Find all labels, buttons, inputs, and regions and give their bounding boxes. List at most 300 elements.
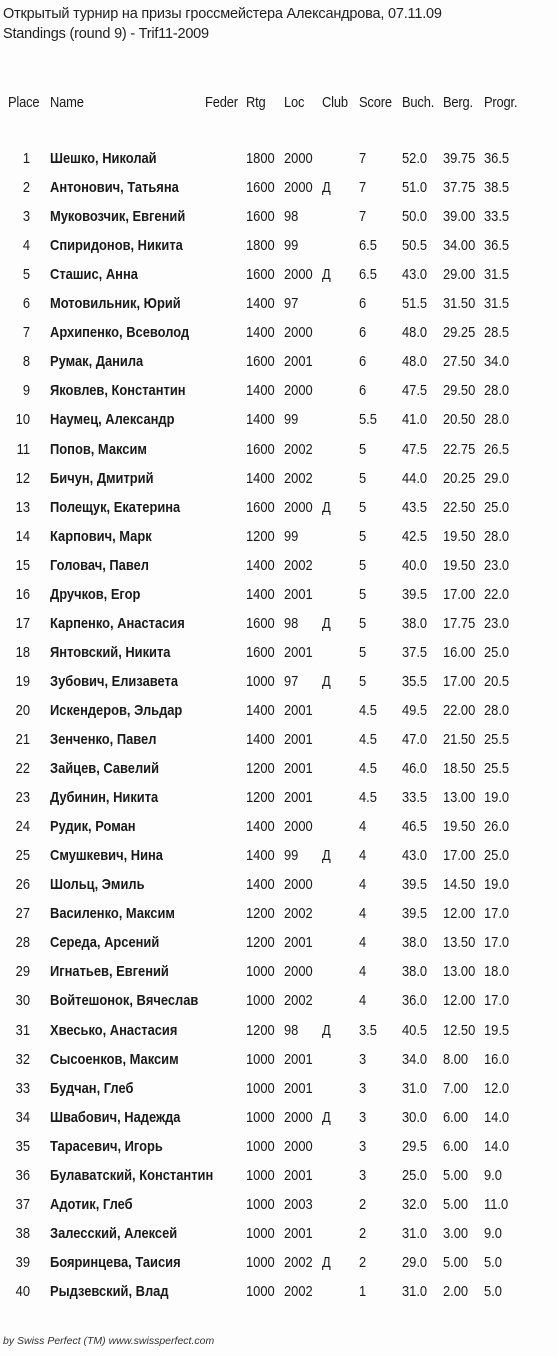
cell-name: Залесский, Алексей	[50, 1225, 178, 1242]
cell-progr: 25.0	[484, 847, 510, 864]
cell-score: 6	[359, 295, 367, 312]
cell-score: 3	[359, 1167, 367, 1184]
col-header-place: Place	[8, 94, 40, 111]
cell-loc: 2000	[284, 1109, 313, 1126]
cell-rtg: 1400	[246, 295, 275, 312]
cell-berg: 34.00	[443, 237, 476, 254]
cell-club: Д	[322, 1109, 331, 1126]
cell-buch: 43.5	[402, 499, 428, 516]
cell-place: 39	[15, 1254, 30, 1271]
cell-rtg: 1400	[246, 586, 275, 603]
cell-loc: 2001	[284, 586, 313, 603]
cell-place: 15	[15, 557, 30, 574]
cell-rtg: 1000	[246, 1225, 275, 1242]
cell-name: Полещук, Екатерина	[50, 499, 181, 516]
cell-club: Д	[322, 499, 331, 516]
cell-club: Д	[322, 266, 331, 283]
col-header-score: Score	[359, 94, 392, 111]
cell-buch: 42.5	[402, 528, 428, 545]
cell-score: 4	[359, 934, 367, 951]
cell-name: Румак, Данила	[50, 353, 144, 370]
cell-berg: 17.00	[443, 847, 476, 864]
cell-loc: 2000	[284, 382, 313, 399]
cell-name: Зубович, Елизавета	[50, 673, 179, 690]
cell-score: 4	[359, 963, 367, 980]
cell-rtg: 1200	[246, 1022, 275, 1039]
cell-progr: 16.0	[484, 1051, 510, 1068]
cell-progr: 25.0	[484, 499, 510, 516]
cell-score: 5	[359, 586, 367, 603]
cell-rtg: 1000	[246, 992, 275, 1009]
cell-name: Муковозчик, Евгений	[50, 208, 186, 225]
cell-loc: 2002	[284, 470, 313, 487]
cell-rtg: 1600	[246, 441, 275, 458]
cell-progr: 17.0	[484, 934, 510, 951]
cell-loc: 2003	[284, 1196, 313, 1213]
page-title: Открытый турнир на призы гроссмейстера Александрова, 07.11.09	[3, 6, 442, 22]
cell-progr: 26.5	[484, 441, 510, 458]
cell-progr: 20.5	[484, 673, 510, 690]
cell-place: 3	[22, 208, 30, 225]
cell-loc: 2001	[284, 644, 313, 661]
cell-buch: 49.5	[402, 702, 428, 719]
cell-loc: 2000	[284, 324, 313, 341]
cell-berg: 5.00	[443, 1196, 469, 1213]
cell-name: Тарасевич, Игорь	[50, 1138, 163, 1155]
cell-progr: 28.5	[484, 324, 510, 341]
cell-progr: 36.5	[484, 150, 510, 167]
cell-progr: 31.5	[484, 295, 510, 312]
cell-rtg: 1200	[246, 905, 275, 922]
cell-rtg: 1200	[246, 934, 275, 951]
col-header-name: Name	[50, 94, 84, 111]
col-header-club: Club	[322, 94, 348, 111]
cell-place: 16	[15, 586, 30, 603]
cell-berg: 29.50	[443, 382, 476, 399]
cell-score: 6	[359, 324, 367, 341]
cell-name: Карпович, Марк	[50, 528, 152, 545]
cell-rtg: 1000	[246, 1080, 275, 1097]
cell-place: 6	[22, 295, 30, 312]
cell-name: Сысоенков, Максим	[50, 1051, 179, 1068]
cell-place: 24	[15, 818, 30, 835]
cell-place: 38	[15, 1225, 30, 1242]
cell-loc: 97	[284, 673, 299, 690]
cell-score: 3	[359, 1051, 367, 1068]
cell-berg: 39.00	[443, 208, 476, 225]
cell-loc: 2000	[284, 818, 313, 835]
cell-berg: 20.50	[443, 411, 476, 428]
cell-buch: 25.0	[402, 1167, 428, 1184]
cell-name: Янтовский, Никита	[50, 644, 171, 661]
cell-rtg: 1600	[246, 266, 275, 283]
cell-berg: 13.00	[443, 789, 476, 806]
cell-name: Наумец, Александр	[50, 411, 175, 428]
cell-buch: 48.0	[402, 324, 428, 341]
cell-berg: 12.00	[443, 905, 476, 922]
cell-name: Зайцев, Савелий	[50, 760, 160, 777]
cell-name: Шольц, Эмиль	[50, 876, 145, 893]
cell-progr: 14.0	[484, 1109, 510, 1126]
cell-loc: 2002	[284, 1283, 313, 1300]
cell-score: 5	[359, 644, 367, 661]
cell-berg: 2.00	[443, 1283, 469, 1300]
cell-name: Шешко, Николай	[50, 150, 157, 167]
cell-loc: 2002	[284, 557, 313, 574]
cell-score: 4.5	[359, 789, 377, 806]
cell-progr: 5.0	[484, 1254, 502, 1271]
cell-score: 4.5	[359, 760, 377, 777]
cell-score: 6	[359, 353, 367, 370]
cell-score: 4	[359, 992, 367, 1009]
cell-progr: 29.0	[484, 470, 510, 487]
cell-progr: 25.5	[484, 760, 510, 777]
col-header-feder: Feder	[205, 94, 238, 111]
cell-buch: 48.0	[402, 353, 428, 370]
cell-buch: 47.5	[402, 441, 428, 458]
cell-buch: 29.0	[402, 1254, 428, 1271]
cell-rtg: 1400	[246, 382, 275, 399]
cell-berg: 17.75	[443, 615, 476, 632]
cell-progr: 36.5	[484, 237, 510, 254]
cell-score: 5	[359, 673, 367, 690]
cell-place: 37	[15, 1196, 30, 1213]
cell-buch: 30.0	[402, 1109, 428, 1126]
cell-loc: 2001	[284, 353, 313, 370]
cell-buch: 39.5	[402, 905, 428, 922]
cell-buch: 43.0	[402, 847, 428, 864]
cell-name: Мотовильник, Юрий	[50, 295, 181, 312]
cell-club: Д	[322, 673, 331, 690]
cell-loc: 2002	[284, 1254, 313, 1271]
cell-rtg: 1200	[246, 789, 275, 806]
cell-place: 26	[15, 876, 30, 893]
cell-progr: 19.0	[484, 789, 510, 806]
cell-score: 6	[359, 382, 367, 399]
cell-berg: 5.00	[443, 1254, 469, 1271]
cell-buch: 32.0	[402, 1196, 428, 1213]
cell-place: 27	[15, 905, 30, 922]
cell-club: Д	[322, 1254, 331, 1271]
cell-loc: 2001	[284, 1225, 313, 1242]
cell-place: 40	[15, 1283, 30, 1300]
cell-place: 25	[15, 847, 30, 864]
cell-berg: 17.00	[443, 673, 476, 690]
cell-loc: 99	[284, 847, 299, 864]
cell-buch: 38.0	[402, 615, 428, 632]
cell-rtg: 1000	[246, 1167, 275, 1184]
cell-name: Головач, Павел	[50, 557, 149, 574]
cell-score: 5	[359, 557, 367, 574]
cell-place: 23	[15, 789, 30, 806]
cell-club: Д	[322, 615, 331, 632]
cell-buch: 36.0	[402, 992, 428, 1009]
cell-club: Д	[322, 1022, 331, 1039]
cell-berg: 14.50	[443, 876, 476, 893]
cell-loc: 2001	[284, 1167, 313, 1184]
cell-progr: 18.0	[484, 963, 510, 980]
cell-berg: 12.00	[443, 992, 476, 1009]
cell-buch: 33.5	[402, 789, 428, 806]
cell-score: 5	[359, 528, 367, 545]
cell-name: Смушкевич, Нина	[50, 847, 163, 864]
cell-place: 1	[22, 150, 30, 167]
cell-name: Игнатьев, Евгений	[50, 963, 169, 980]
cell-score: 3.5	[359, 1022, 377, 1039]
cell-buch: 35.5	[402, 673, 428, 690]
cell-berg: 19.50	[443, 818, 476, 835]
cell-progr: 31.5	[484, 266, 510, 283]
cell-berg: 18.50	[443, 760, 476, 777]
cell-name: Зенченко, Павел	[50, 731, 157, 748]
cell-name: Середа, Арсений	[50, 934, 160, 951]
cell-score: 5	[359, 441, 367, 458]
cell-buch: 50.0	[402, 208, 428, 225]
cell-place: 2	[22, 179, 30, 196]
cell-rtg: 1000	[246, 963, 275, 980]
cell-berg: 22.50	[443, 499, 476, 516]
cell-place: 35	[15, 1138, 30, 1155]
cell-name: Искендеров, Эльдар	[50, 702, 183, 719]
cell-name: Швабович, Надежда	[50, 1109, 181, 1126]
cell-buch: 40.5	[402, 1022, 428, 1039]
cell-loc: 2000	[284, 150, 313, 167]
cell-loc: 2001	[284, 789, 313, 806]
cell-loc: 2000	[284, 876, 313, 893]
cell-score: 4	[359, 876, 367, 893]
cell-buch: 40.0	[402, 557, 428, 574]
cell-berg: 6.00	[443, 1109, 469, 1126]
col-header-rtg: Rtg	[246, 94, 266, 111]
cell-place: 18	[15, 644, 30, 661]
cell-score: 3	[359, 1138, 367, 1155]
col-header-loc: Loc	[284, 94, 305, 111]
cell-progr: 11.0	[484, 1196, 509, 1213]
cell-score: 7	[359, 179, 367, 196]
cell-rtg: 1400	[246, 876, 275, 893]
cell-loc: 2002	[284, 992, 313, 1009]
cell-buch: 47.0	[402, 731, 428, 748]
cell-rtg: 1400	[246, 847, 275, 864]
cell-rtg: 1400	[246, 818, 275, 835]
cell-berg: 29.00	[443, 266, 476, 283]
cell-buch: 39.5	[402, 586, 428, 603]
cell-name: Рыдзевский, Влад	[50, 1283, 169, 1300]
cell-rtg: 1600	[246, 353, 275, 370]
col-header-progr: Progr.	[484, 94, 518, 111]
cell-loc: 2002	[284, 905, 313, 922]
cell-score: 3	[359, 1080, 367, 1097]
cell-berg: 21.50	[443, 731, 476, 748]
cell-berg: 6.00	[443, 1138, 469, 1155]
cell-rtg: 1400	[246, 731, 275, 748]
cell-berg: 19.50	[443, 528, 476, 545]
cell-place: 30	[15, 992, 30, 1009]
cell-berg: 13.00	[443, 963, 476, 980]
cell-berg: 20.25	[443, 470, 476, 487]
cell-score: 6.5	[359, 266, 377, 283]
cell-buch: 43.0	[402, 266, 428, 283]
cell-loc: 2000	[284, 266, 313, 283]
cell-loc: 98	[284, 1022, 299, 1039]
cell-progr: 17.0	[484, 905, 510, 922]
cell-loc: 2001	[284, 1080, 313, 1097]
cell-berg: 17.00	[443, 586, 476, 603]
cell-place: 4	[22, 237, 30, 254]
cell-loc: 2001	[284, 934, 313, 951]
cell-place: 17	[15, 615, 30, 632]
cell-progr: 33.5	[484, 208, 510, 225]
cell-berg: 5.00	[443, 1167, 469, 1184]
cell-progr: 23.0	[484, 557, 510, 574]
cell-loc: 99	[284, 528, 299, 545]
cell-loc: 2000	[284, 499, 313, 516]
cell-buch: 46.0	[402, 760, 428, 777]
cell-rtg: 1600	[246, 615, 275, 632]
cell-place: 13	[15, 499, 30, 516]
cell-place: 31	[15, 1022, 30, 1039]
cell-place: 20	[15, 702, 30, 719]
cell-name: Бояринцева, Таисия	[50, 1254, 181, 1271]
cell-rtg: 1400	[246, 470, 275, 487]
standings-subtitle: Standings (round 9) - Trif11-2009	[3, 26, 209, 42]
cell-rtg: 1200	[246, 760, 275, 777]
cell-berg: 37.75	[443, 179, 476, 196]
cell-loc: 2001	[284, 702, 313, 719]
cell-name: Булаватский, Константин	[50, 1167, 214, 1184]
cell-buch: 37.5	[402, 644, 428, 661]
cell-progr: 34.0	[484, 353, 510, 370]
cell-rtg: 1400	[246, 324, 275, 341]
cell-score: 5.5	[359, 411, 377, 428]
cell-name: Хвесько, Анастасия	[50, 1022, 178, 1039]
cell-score: 4.5	[359, 731, 377, 748]
cell-rtg: 1000	[246, 1109, 275, 1126]
cell-place: 7	[22, 324, 30, 341]
cell-berg: 8.00	[443, 1051, 469, 1068]
cell-rtg: 1400	[246, 702, 275, 719]
cell-place: 34	[15, 1109, 30, 1126]
cell-buch: 38.0	[402, 963, 428, 980]
cell-buch: 51.5	[402, 295, 428, 312]
cell-place: 19	[15, 673, 30, 690]
cell-progr: 5.0	[484, 1283, 502, 1300]
cell-place: 29	[15, 963, 30, 980]
cell-loc: 2001	[284, 1051, 313, 1068]
cell-rtg: 1200	[246, 528, 275, 545]
cell-score: 5	[359, 615, 367, 632]
cell-loc: 2000	[284, 1138, 313, 1155]
cell-name: Дручков, Егор	[50, 586, 141, 603]
cell-progr: 28.0	[484, 382, 510, 399]
cell-name: Архипенко, Всеволод	[50, 324, 190, 341]
footer-credit: by Swiss Perfect (TM) www.swissperfect.com	[3, 1335, 215, 1347]
cell-loc: 98	[284, 208, 299, 225]
cell-rtg: 1400	[246, 411, 275, 428]
cell-rtg: 1600	[246, 499, 275, 516]
cell-progr: 9.0	[484, 1225, 502, 1242]
cell-loc: 2001	[284, 760, 313, 777]
col-header-buch: Buch.	[402, 94, 435, 111]
cell-buch: 39.5	[402, 876, 428, 893]
cell-buch: 31.0	[402, 1225, 428, 1242]
cell-name: Карпенко, Анастасия	[50, 615, 185, 632]
col-header-berg: Berg.	[443, 94, 473, 111]
cell-rtg: 1000	[246, 1051, 275, 1068]
cell-place: 21	[15, 731, 30, 748]
cell-progr: 28.0	[484, 411, 510, 428]
cell-rtg: 1600	[246, 644, 275, 661]
cell-progr: 25.5	[484, 731, 510, 748]
cell-score: 2	[359, 1254, 367, 1271]
cell-buch: 51.0	[402, 179, 428, 196]
cell-rtg: 1000	[246, 673, 275, 690]
cell-berg: 12.50	[443, 1022, 476, 1039]
cell-place: 11	[16, 441, 30, 458]
cell-score: 7	[359, 150, 367, 167]
cell-berg: 3.00	[443, 1225, 469, 1242]
cell-progr: 28.0	[484, 528, 510, 545]
cell-rtg: 1000	[246, 1196, 275, 1213]
cell-buch: 38.0	[402, 934, 428, 951]
cell-progr: 9.0	[484, 1167, 502, 1184]
cell-place: 9	[22, 382, 30, 399]
cell-buch: 52.0	[402, 150, 428, 167]
cell-berg: 19.50	[443, 557, 476, 574]
cell-score: 2	[359, 1225, 367, 1242]
cell-berg: 29.25	[443, 324, 476, 341]
cell-berg: 31.50	[443, 295, 476, 312]
cell-club: Д	[322, 179, 331, 196]
cell-progr: 17.0	[484, 992, 510, 1009]
cell-berg: 7.00	[443, 1080, 469, 1097]
cell-score: 7	[359, 208, 367, 225]
cell-buch: 29.5	[402, 1138, 428, 1155]
cell-score: 2	[359, 1196, 367, 1213]
cell-buch: 31.0	[402, 1283, 428, 1300]
cell-name: Адотик, Глеб	[50, 1196, 133, 1213]
cell-loc: 2001	[284, 731, 313, 748]
cell-score: 5	[359, 499, 367, 516]
cell-rtg: 1000	[246, 1138, 275, 1155]
cell-rtg: 1800	[246, 237, 275, 254]
cell-place: 22	[15, 760, 30, 777]
cell-berg: 13.50	[443, 934, 476, 951]
cell-progr: 23.0	[484, 615, 510, 632]
cell-name: Войтешонок, Вячеслав	[50, 992, 199, 1009]
cell-loc: 99	[284, 411, 299, 428]
cell-name: Сташис, Анна	[50, 266, 138, 283]
cell-berg: 22.00	[443, 702, 476, 719]
cell-score: 3	[359, 1109, 367, 1126]
cell-name: Спиридонов, Никита	[50, 237, 183, 254]
cell-score: 4	[359, 905, 367, 922]
cell-buch: 31.0	[402, 1080, 428, 1097]
cell-progr: 38.5	[484, 179, 510, 196]
cell-name: Попов, Максим	[50, 441, 147, 458]
cell-score: 1	[359, 1283, 367, 1300]
cell-score: 6.5	[359, 237, 377, 254]
cell-berg: 16.00	[443, 644, 476, 661]
cell-score: 5	[359, 470, 367, 487]
cell-name: Антонович, Татьяна	[50, 179, 179, 196]
cell-buch: 44.0	[402, 470, 428, 487]
cell-place: 28	[15, 934, 30, 951]
cell-rtg: 1400	[246, 557, 275, 574]
cell-name: Бичун, Дмитрий	[50, 470, 154, 487]
cell-score: 4	[359, 847, 367, 864]
cell-name: Будчан, Глеб	[50, 1080, 134, 1097]
